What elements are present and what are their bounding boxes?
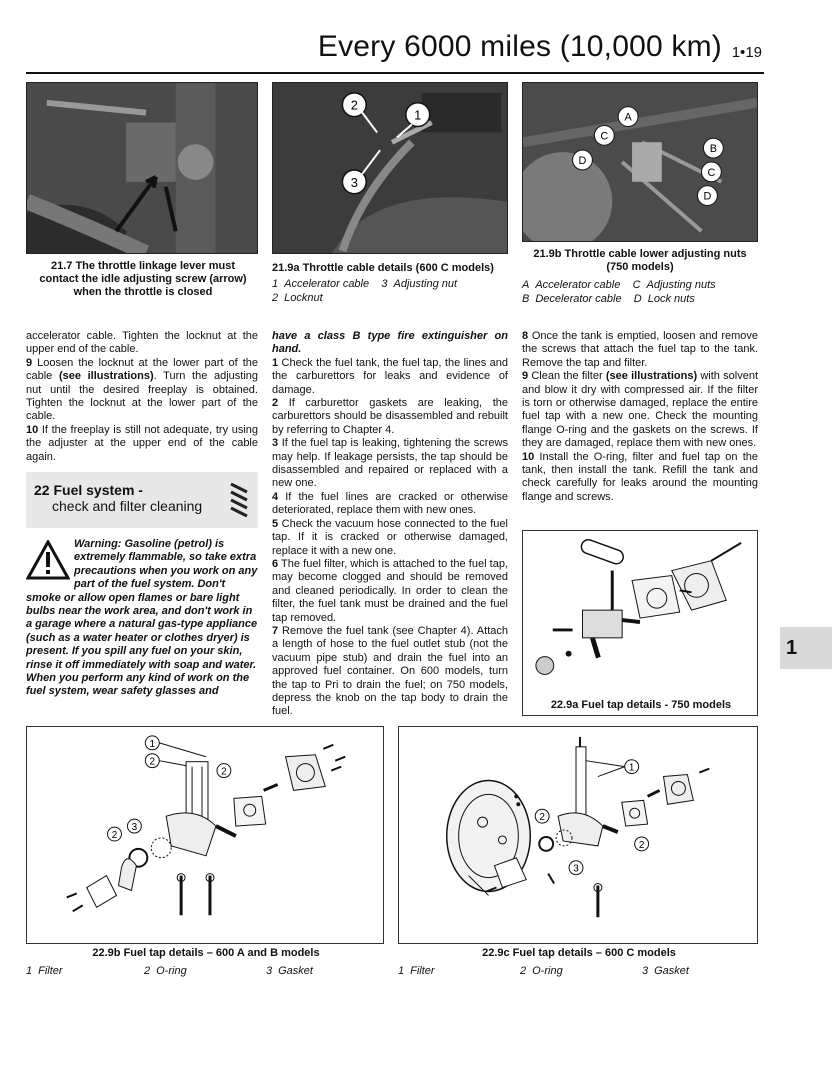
section-title-text: Fuel system - (53, 482, 143, 498)
paragraph-text: If carburettor gaskets are leaking, the carburettors should be disassembled and rebuilt by referring to Chapter 4. (272, 397, 508, 436)
paragraph (522, 330, 758, 370)
legend-text: Filter (410, 965, 435, 977)
section-subtitle: check and filter cleaning (52, 498, 203, 514)
paragraph (272, 357, 508, 397)
legend-num: A (522, 279, 530, 291)
warning-body: Warning: Gasoline (petrol) is extremely flammable, so take extra precautions when you work on any part of the fuel system. Don't smoke or allow open flames or bare light bulbs near the work area, and don't work in a garage where a natural gas-type appliance (such as a water heater or clothes dryer) is present. If you spill any fuel on your skin, rinse it off immediately with soap and water. When you perform any kind of work on the fuel system, wear safety glasses and (26, 538, 258, 698)
step-number: 5 (272, 517, 279, 530)
legend-text: Filter (38, 965, 63, 977)
legend-num: B (522, 293, 530, 305)
section-heading-box (26, 472, 258, 528)
callout-3: 3 (350, 174, 358, 190)
paragraph-text: If the fuel lines are cracked or otherwise deteriorated, replace them with new ones. (272, 490, 508, 517)
legend-text: Decelerator cable (535, 293, 622, 305)
callout-d: D (703, 190, 712, 203)
caption-21-9b: 21.9b Throttle cable lower adjusting nuts (750 models) (533, 248, 747, 273)
legend-text: Accelerator cable (535, 279, 621, 291)
legend-item (26, 964, 144, 978)
legend-text: O-ring (532, 965, 563, 977)
section-number: 22 (34, 482, 50, 498)
callout-c: C (707, 166, 716, 179)
legend-num: 1 (26, 965, 33, 977)
paragraph (272, 518, 508, 558)
legend-item (144, 964, 266, 978)
callout-2: 2 (111, 829, 118, 841)
photo-21-9b (522, 82, 758, 242)
paragraph-text: . Turn the adjusting nut until the desired freeplay is obtained. Tighten the locknut at the lower part of the cable. (26, 370, 258, 423)
warning-text (26, 538, 258, 699)
paragraph-text: If the freeplay is still not adequate, try using the adjuster at the upper end of the cable again. (26, 423, 258, 463)
legend-text: O-ring (156, 965, 187, 977)
legend-num: 1 (272, 278, 279, 290)
legend-21-9a (272, 277, 512, 305)
caption-21-9a: 21.9a Throttle cable details (600 C models) (272, 262, 494, 274)
paragraph (272, 437, 508, 491)
legend-num: 3 (381, 278, 388, 290)
legend-num: 2 (272, 292, 279, 304)
legend-num: C (632, 279, 641, 291)
paragraph (26, 357, 258, 424)
paragraph (272, 558, 508, 625)
paragraph-text: Remove the fuel tank (see Chapter 4). Attach a length of hose to the fuel outlet stub (not the vacuum pipe stub) and drain the fuel into an approved fuel container. On 600 models, turn the tap to Pri to drain the fuel; on 750 models, depress the knob on the tap body to drain the fuel. (272, 624, 508, 718)
legend-num: 3 (266, 965, 273, 977)
lead-text: have a class B type fire extinguisher on hand. (272, 330, 508, 356)
legend-text: Adjusting nut (393, 278, 458, 290)
paragraph (522, 370, 758, 450)
legend-22-9b (26, 964, 384, 978)
legend-row (522, 278, 758, 292)
callout-b: B (709, 143, 718, 156)
legend-num: 1 (398, 965, 405, 977)
chapter-tab (780, 627, 832, 669)
callout-2: 2 (638, 839, 645, 851)
paragraph (522, 451, 758, 505)
legend-text: Locknut (284, 292, 323, 304)
photo-21-9a (272, 82, 508, 254)
callout-3: 3 (573, 863, 579, 875)
callout-1: 1 (414, 107, 422, 123)
paragraph-text: Install the O-ring, filter and fuel tap on the tank, then install the tank. Refill the tank and check carefully for leaks around the mounting flange and screws. (522, 450, 758, 503)
paragraph-text: Loosen the locknut at the lower part of the cable (26, 356, 258, 383)
paragraph-text: Check the vacuum hose connected to the fuel tap. If it is cracked or otherwise damaged, replace it with a new one. (272, 517, 508, 557)
photo-21-7 (26, 82, 258, 254)
legend-item (520, 964, 642, 978)
text-column-1 (26, 330, 258, 464)
legend-21-9b (522, 278, 758, 306)
paragraph-text: with solvent and blow it dry with compressed air. If the filter is torn or otherwise damaged, replace the entire fuel tap with a new one. Check the mounting flange O-ring and the gaskets on the screws. If they are damaged, replace them with new ones. (522, 370, 759, 450)
legend-text: Accelerator cable (284, 278, 370, 290)
chapter-tab-number: 1 (786, 637, 798, 659)
callout-2: 2 (221, 766, 227, 778)
legend-text: Gasket (278, 965, 313, 977)
legend-row (272, 291, 512, 305)
text-column-3 (522, 330, 758, 504)
page-header-title: Every 6000 miles (10,000 km) (317, 30, 722, 63)
callout-2: 2 (350, 97, 358, 113)
legend-text: Adjusting nuts (646, 279, 716, 291)
step-number: 4 (272, 490, 279, 503)
figure-22-9b (26, 726, 384, 959)
legend-22-9c (398, 964, 758, 978)
step-number: 10 (26, 423, 39, 436)
caption-22-9b: 22.9b Fuel tap details – 600 A and B models (92, 947, 320, 959)
legend-num: 3 (642, 965, 649, 977)
legend-text: Lock nuts (647, 293, 695, 305)
legend-item (642, 965, 689, 977)
paragraph (272, 397, 508, 437)
illustration-ref: (see illustrations) (605, 370, 698, 383)
step-number: 2 (272, 397, 279, 410)
legend-row (272, 277, 512, 291)
legend-text: Gasket (654, 965, 689, 977)
header-rule (26, 72, 764, 74)
step-number: 7 (272, 624, 279, 637)
legend-num: 2 (520, 965, 527, 977)
paragraph: accelerator cable. Tighten the locknut at the upper end of the cable. (26, 330, 258, 356)
legend-num: 2 (144, 965, 151, 977)
legend-item (398, 964, 520, 978)
caption-21-7: 21.7 The throttle linkage lever must contact the idle adjusting screw (arrow) when the throttle is closed (39, 260, 247, 298)
paragraph (272, 625, 508, 719)
page-number: 1•19 (731, 44, 762, 61)
legend-num: D (633, 293, 642, 305)
step-number: 6 (272, 557, 279, 570)
step-number: 10 (522, 450, 535, 463)
paragraph-text: If the fuel tap is leaking, tightening the screws may help. If leakage persists, the tap should be disassembled and repaired or replaced with a new one. (272, 437, 508, 490)
callout-c: C (600, 130, 609, 143)
step-number: 3 (272, 437, 279, 450)
paragraph (272, 330, 508, 357)
paragraph-text: The fuel filter, which is attached to the fuel tap, may become clogged and should be removed and cleaned periodically. In order to clean the filter, the fuel tank must be drained and the fuel tap removed. (272, 557, 508, 624)
paragraph-text: Once the tank is emptied, loosen and remove the screws that attach the fuel tap to the tank. Remove the tap and filter. (522, 330, 758, 369)
spanner-difficulty-icon (228, 480, 250, 520)
paragraph-text: Clean the filter (528, 370, 606, 383)
step-number: 1 (272, 356, 279, 369)
illustration-ref: (see illustrations) (58, 370, 154, 383)
caption-22-9c: 22.9c Fuel tap details – 600 C models (482, 947, 676, 959)
step-number: 9 (522, 370, 529, 383)
legend-item (266, 965, 313, 977)
text-column-2 (272, 330, 508, 719)
callout-2: 2 (539, 812, 545, 824)
callout-d: D (578, 154, 587, 167)
section-title (34, 482, 202, 514)
callout-1: 1 (628, 762, 635, 774)
paragraph (26, 424, 258, 464)
paragraph (272, 491, 508, 518)
step-number: 8 (522, 330, 529, 342)
figure-22-9a (522, 530, 758, 716)
callout-2: 2 (149, 756, 156, 768)
step-number: 9 (26, 356, 33, 369)
paragraph-text: Check the fuel tank, the fuel tap, the lines and the carburettors for leaks and evidence of damage. (272, 356, 508, 396)
legend-row (522, 292, 758, 306)
callout-1: 1 (149, 738, 156, 750)
callout-a: A (624, 111, 632, 124)
callout-3: 3 (131, 822, 138, 834)
figure-22-9c (398, 726, 758, 959)
caption-22-9a: 22.9a Fuel tap details - 750 models (550, 699, 732, 711)
